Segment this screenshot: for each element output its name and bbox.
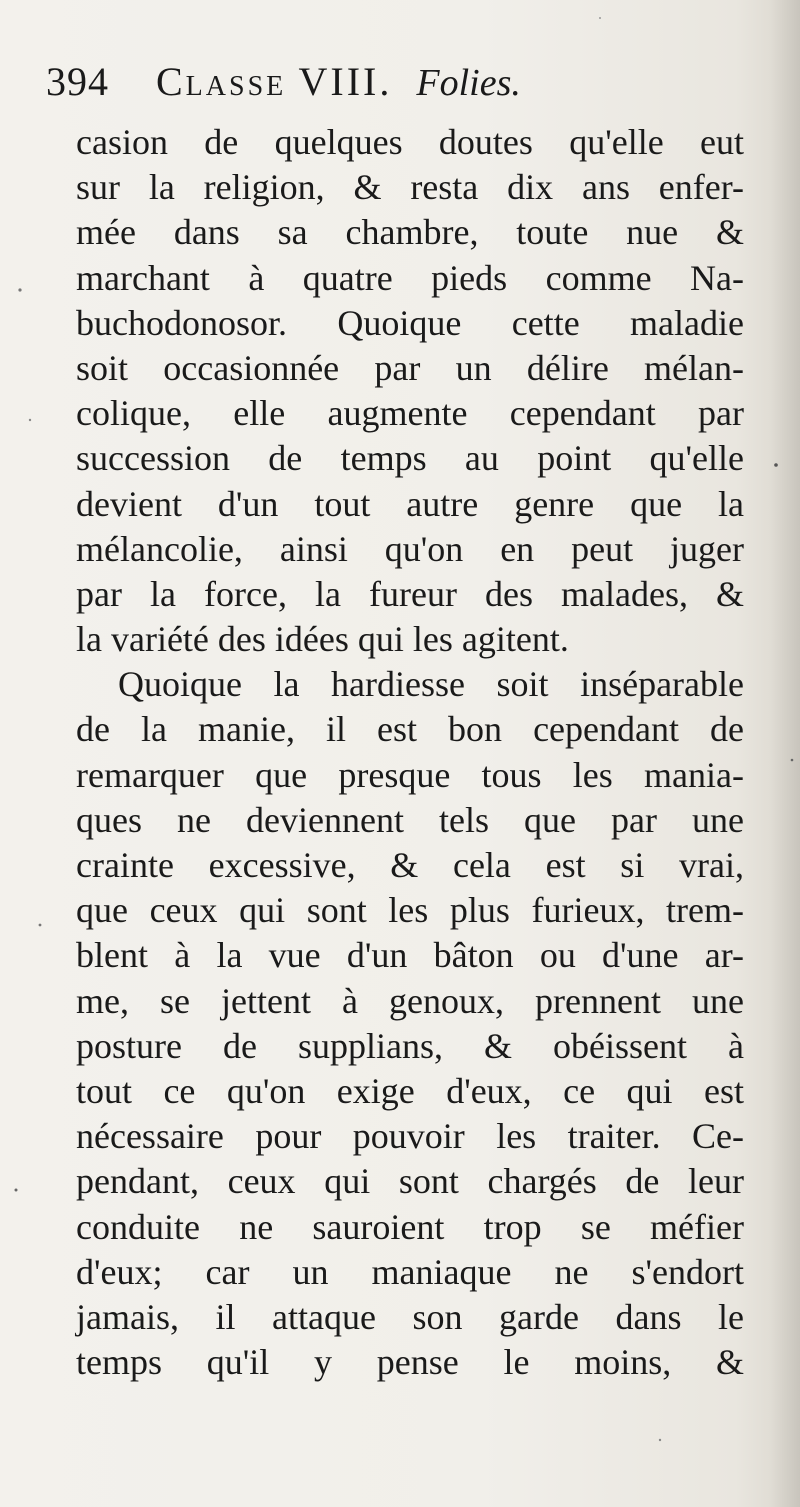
text-line: me, se jettent à genoux, prennent une [76,980,744,1021]
text-line: soit occasionnée par un délire mélan- [76,347,744,388]
text-line: devient d'un tout autre genre que la [76,483,744,524]
text-line: succession de temps au point qu'elle [76,438,744,479]
page-header [46,52,746,112]
text-line: colique, elle augmente cependant par [76,393,744,434]
text-line: ques ne deviennent tels que par une [76,799,744,840]
text-line: mée dans sa chambre, toute nue & [76,212,744,253]
text-line: conduite ne sauroient trop se méfier [76,1206,744,1247]
text-line: pendant, ceux qui sont chargés de leur [76,1161,744,1202]
text-line: sur la religion, & resta dix ans enfer- [76,167,744,208]
text-line: marchant à quatre pieds comme Na- [76,257,744,298]
text-line: tout ce qu'on exige d'eux, ce qui est [76,1070,744,1111]
text-line: jamais, il attaque son garde dans le [76,1296,744,1337]
body-text [76,120,744,1385]
paragraph-start-line: Quoique la hardiesse soit inséparable [118,664,744,705]
text-line: crainte excessive, & cela est si vrai, [76,845,744,885]
page-edge-shadow [770,0,800,1507]
running-subject: Folies. [416,62,521,104]
text-line: remarquer que presque tous les mania- [76,754,744,795]
text-line: temps qu'il y pense le moins, & [76,1342,744,1383]
text-line: que ceux qui sont les plus furieux, trem- [76,890,744,931]
text-line: casion de quelques doutes qu'elle eut [76,122,744,162]
text-line: nécessaire pour pouvoir les traiter. Ce- [76,1116,744,1157]
text-line: d'eux; car un maniaque ne s'endort [76,1251,744,1292]
text-line: buchodonosor. Quoique cette maladie [76,302,744,343]
paragraph-end-line: la variété des idées qui les agitent. [76,619,569,660]
running-head: Classe VIII. [156,59,393,104]
text-line: par la force, la fureur des malades, & [76,573,744,614]
text-line: posture de supplians, & obéissent à [76,1025,744,1066]
page-number: 394 [46,59,109,104]
text-line: mélancolie, ainsi qu'on en peut juger [76,528,744,569]
text-line: de la manie, il est bon cependant de [76,709,744,750]
text-line: blent à la vue d'un bâton ou d'une ar- [76,935,744,976]
